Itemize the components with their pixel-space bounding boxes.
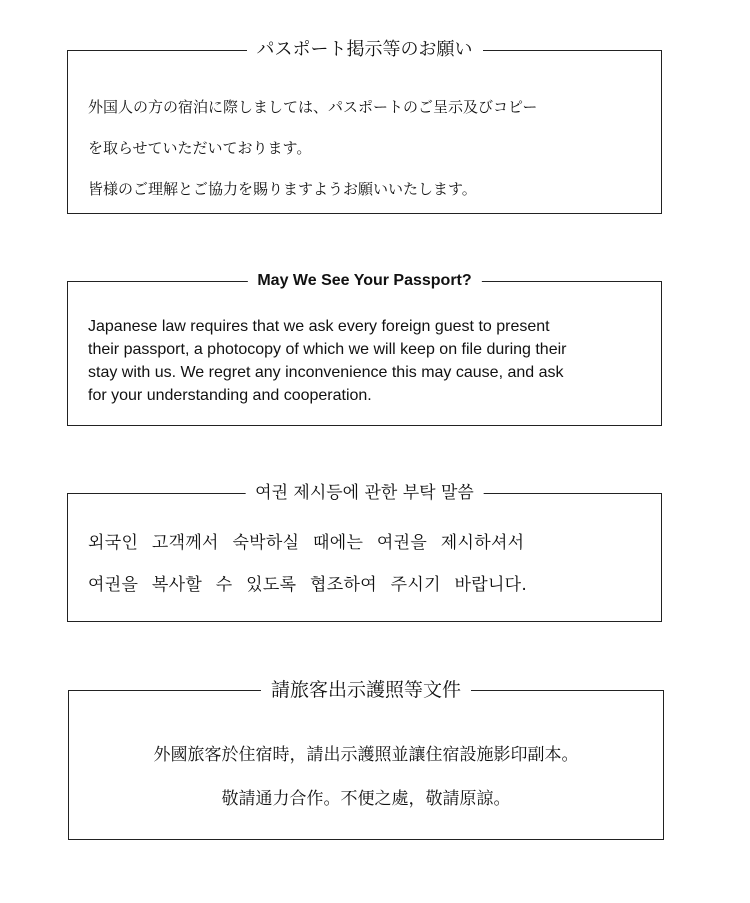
chinese-line: 外國旅客於住宿時，請出示護照並讓住宿設施影印副本。: [153, 745, 579, 765]
chinese-notice: [68, 679, 664, 840]
japanese-line: 外国人の方の宿泊に際しましては、パスポートのご呈示及びコピー: [88, 98, 538, 116]
english-line: stay with us. We regret any inconvenience this may cause, and ask: [88, 364, 564, 381]
chinese-notice-body: [69, 733, 663, 821]
english-line: Japanese law requires that we ask every foreign guest to present: [88, 318, 550, 335]
japanese-line: 皆様のご理解とご協力を賜りますようお願いいたします。: [88, 180, 477, 198]
chinese-line: 敬請通力合作。不便之處，敬請原諒。: [221, 789, 511, 809]
english-notice-body: [88, 315, 645, 407]
japanese-notice-title: パスポート掲示等のお願い: [247, 37, 483, 63]
korean-line: 여권을 복사할 수 있도록 협조하여 주시기 바랍니다.: [88, 575, 528, 595]
english-notice: [67, 272, 662, 426]
japanese-notice: [67, 39, 662, 214]
korean-notice-body: [88, 522, 645, 606]
japanese-line: を取らせていただいております。: [88, 139, 312, 157]
english-notice-title: May We See Your Passport?: [247, 268, 481, 294]
korean-notice-title: 여권 제시등에 관한 부탁 말씀: [245, 480, 484, 506]
japanese-notice-body: [88, 87, 645, 210]
korean-notice: [67, 483, 662, 622]
english-line: for your understanding and cooperation.: [88, 387, 372, 404]
chinese-notice-title: 請旅客出示護照等文件: [261, 677, 471, 703]
english-line: their passport, a photocopy of which we will keep on file during their: [88, 341, 567, 358]
korean-line: 외국인 고객께서 숙박하실 때에는 여권을 제시하셔서: [88, 533, 525, 553]
